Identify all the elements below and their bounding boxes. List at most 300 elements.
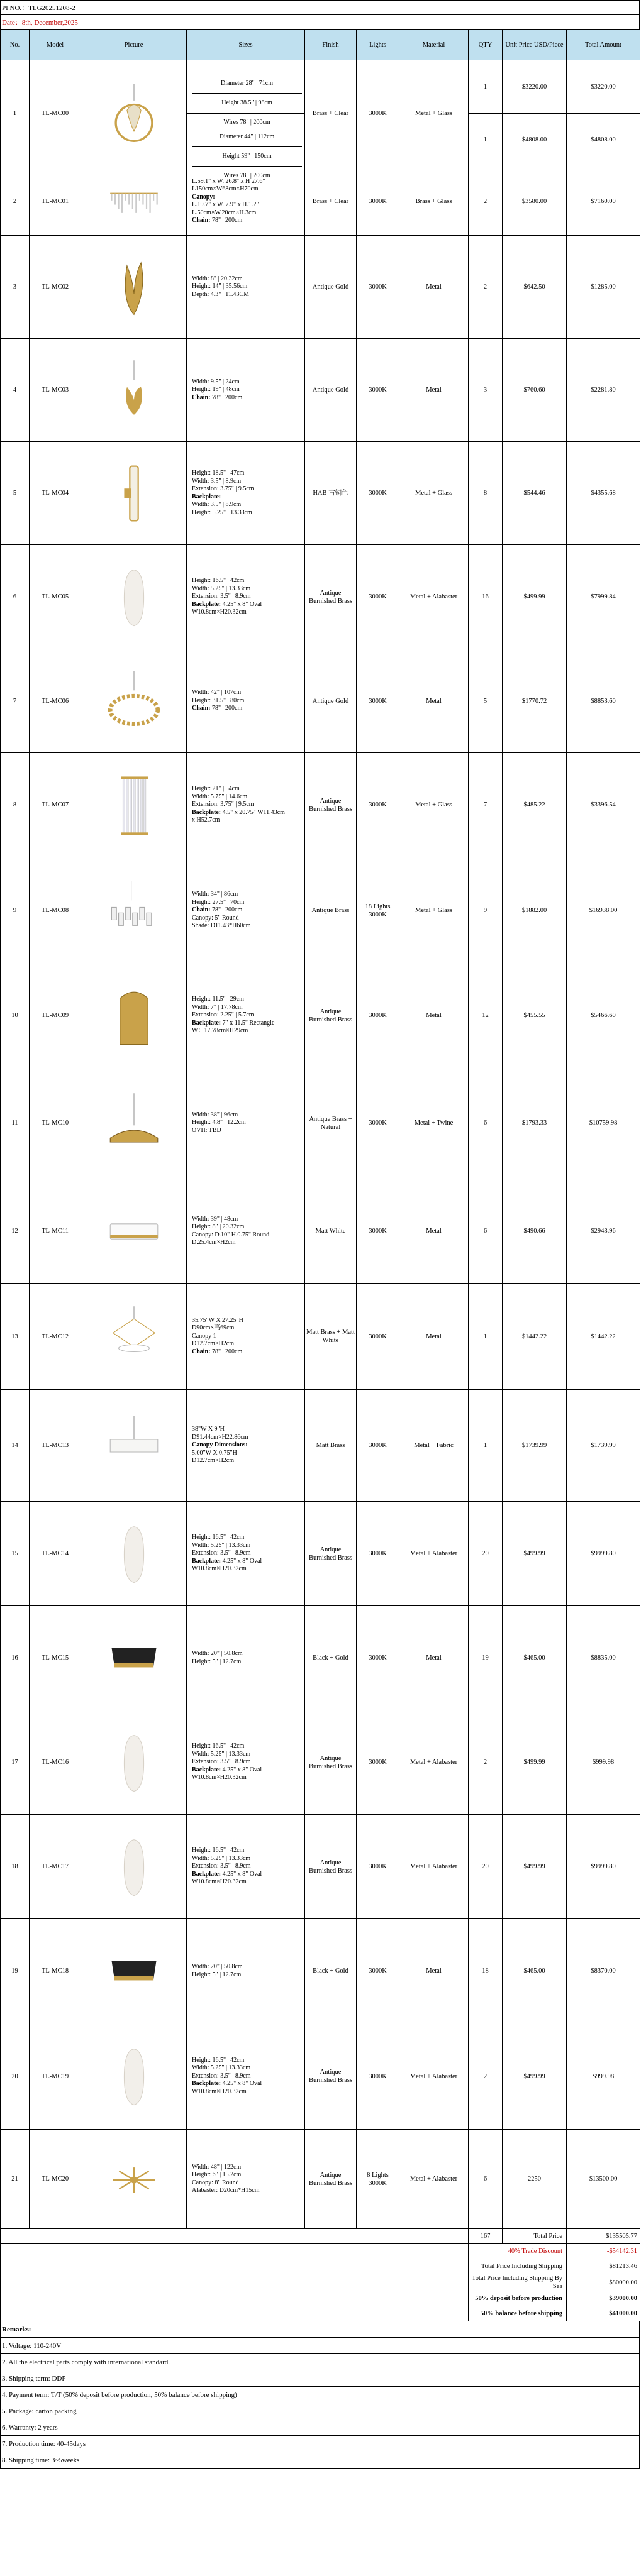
lights-cell: 3000K — [357, 442, 399, 545]
row-number: 12 — [1, 1179, 30, 1284]
remark-line: 7. Production time: 40-45days — [1, 2435, 639, 2452]
size-line: Chain: 78" | 200cm — [192, 906, 243, 914]
material-cell: Metal — [399, 964, 469, 1067]
size-line: Width: 34" | 86cm — [192, 891, 238, 898]
picture-cell — [81, 1815, 187, 1919]
row-number: 14 — [1, 1390, 30, 1502]
size-line: Height: 5" | 12.7cm — [192, 1971, 242, 1978]
qty-cell: 2 — [469, 1710, 503, 1815]
lights-cell: 3000K — [357, 964, 399, 1067]
size-line: Extension: 3.75" | 9.5cm — [192, 485, 254, 492]
remark-line: 4. Payment term: T/T (50% deposit before production, 50% balance before shipping) — [1, 2386, 639, 2403]
summary-blank — [1, 2259, 469, 2274]
size-line: Height: 11.5" | 29cm — [192, 996, 244, 1003]
summary-label: Total Price Including Shipping By Sea — [469, 2274, 567, 2291]
finish-cell: Antique Gold — [305, 649, 357, 753]
picture-cell — [81, 1919, 187, 2023]
unit-cell: $544.46 — [503, 442, 567, 545]
size-line: Width: 5.25" | 13.33cm — [192, 585, 251, 592]
leaf-pendant-icon — [106, 359, 162, 422]
model-code: TL-MC20 — [30, 2130, 81, 2229]
row-number: 9 — [1, 857, 30, 964]
picture-cell — [81, 964, 187, 1067]
row-number: 5 — [1, 442, 30, 545]
summary-row — [1, 2259, 640, 2274]
sizes-cell — [187, 1179, 305, 1284]
material-cell: Metal + Fabric — [399, 1390, 469, 1502]
sizes-cell — [187, 236, 305, 339]
row-number: 11 — [1, 1067, 30, 1179]
total-cell: $8835.00 — [567, 1606, 640, 1710]
size-line: Chain: 78" | 200cm — [192, 1348, 243, 1355]
leaf-cluster-chandelier-icon — [106, 669, 162, 732]
remark-line: Remarks: — [2, 2325, 31, 2333]
finish-cell: Antique Burnished Brass — [305, 2023, 357, 2130]
model-code: TL-MC10 — [30, 1067, 81, 1179]
summary-row — [1, 2306, 640, 2321]
row-number: 1 — [1, 60, 30, 167]
size-line: Backplate: 4.25" x 8" Oval — [192, 1766, 262, 1773]
size-line: Backplate: 4.25" x 8" Oval — [192, 1557, 262, 1565]
size-line: Chain: 78" | 200cm — [192, 705, 243, 712]
picture-cell — [81, 442, 187, 545]
summary-row — [1, 2291, 640, 2306]
column-header: Lights — [357, 30, 399, 60]
lights-cell: 3000K — [357, 1815, 399, 1919]
size-line: W10.8cm×H20.32cm — [192, 608, 247, 616]
row-number: 10 — [1, 964, 30, 1067]
material-cell: Metal — [399, 339, 469, 442]
size-line: Canopy: D.10" H.0.75" Round — [192, 1231, 270, 1238]
size-line: Width: 38" | 96cm — [192, 1111, 238, 1118]
row-number: 3 — [1, 236, 30, 339]
qty-value: 1 — [469, 113, 502, 166]
size-line: Width: 20" | 50.8cm — [192, 1650, 243, 1657]
model-code: TL-MC09 — [30, 964, 81, 1067]
size-line: W：17.78cm×H29cm — [192, 1027, 248, 1035]
material-cell: Brass + Glass — [399, 167, 469, 236]
summary-blank — [1, 2274, 469, 2291]
size-line: Height: 16.5" | 42cm — [192, 1742, 245, 1750]
table-row — [1, 2130, 640, 2229]
size-line: Width: 39" | 48cm — [192, 1215, 238, 1223]
qty-cell: 2 — [469, 2023, 503, 2130]
table-row — [1, 60, 640, 167]
size-line: Extension: 3.75" | 9.5cm — [192, 801, 254, 808]
material-cell: Metal — [399, 1606, 469, 1710]
lights-cell: 3000K — [357, 1502, 399, 1606]
model-code: TL-MC15 — [30, 1606, 81, 1710]
table-row — [1, 649, 640, 753]
material-cell: Metal + Alabaster — [399, 2130, 469, 2229]
qty-value: 1 — [483, 84, 488, 91]
remark-line: 6. Warranty: 2 years — [1, 2419, 639, 2435]
summary-value: $41000.00 — [567, 2306, 640, 2321]
row-number: 15 — [1, 1502, 30, 1606]
qty-cell: 12 — [469, 964, 503, 1067]
size-line: Height 38.5" | 98cm — [192, 93, 302, 113]
size-line: Width: 20" | 50.8cm — [192, 1963, 243, 1970]
sizes-cell — [187, 1284, 305, 1390]
model-code: TL-MC00 — [30, 60, 81, 167]
brass-shield-sconce-icon — [106, 984, 162, 1047]
crystal-branch-chandelier-icon — [106, 170, 162, 233]
total-cell: $7999.84 — [567, 545, 640, 649]
model-code: TL-MC18 — [30, 1919, 81, 2023]
picture-cell — [81, 753, 187, 857]
finish-cell: Antique Burnished Brass — [305, 1502, 357, 1606]
size-line: Width: 42" | 107cm — [192, 689, 242, 696]
picture-cell — [81, 2023, 187, 2130]
size-line: Wires 78" | 200cm — [192, 113, 302, 132]
table-row — [1, 1710, 640, 1815]
size-line: W10.8cm×H20.32cm — [192, 1565, 247, 1573]
total-cell: $2943.96 — [567, 1179, 640, 1284]
size-line: Width: 3.5" | 8.9cm — [192, 501, 242, 508]
size-line: Width: 7" | 17.78cm — [192, 1003, 243, 1011]
summary-row — [1, 2229, 640, 2244]
summary-label: Total Price — [503, 2229, 567, 2244]
lights-cell: 3000K — [357, 1067, 399, 1179]
alabaster-sconce-icon — [106, 1836, 162, 1898]
material-cell: Metal + Glass — [399, 442, 469, 545]
size-line: Height: 8" | 20.32cm — [192, 1223, 245, 1230]
summary-label: 50% deposit before production — [469, 2291, 567, 2306]
total-value: $4808.00 — [567, 113, 640, 166]
table-header-row — [1, 30, 640, 60]
row-number: 4 — [1, 339, 30, 442]
ring-chandelier-icon — [106, 82, 162, 145]
row-number: 21 — [1, 2130, 30, 2229]
sizes-cell — [187, 964, 305, 1067]
picture-cell — [81, 1179, 187, 1284]
material-cell: Metal — [399, 236, 469, 339]
total-cell: $3396.54 — [567, 753, 640, 857]
size-line: Chain: 78" | 200cm — [192, 394, 243, 401]
table-row — [1, 236, 640, 339]
material-cell: Metal + Alabaster — [399, 1815, 469, 1919]
table-row — [1, 1284, 640, 1390]
table-row — [1, 857, 640, 964]
size-line: Width: 9.5" | 24cm — [192, 378, 240, 385]
picture-cell — [81, 1606, 187, 1710]
total-cell: $1442.22 — [567, 1284, 640, 1390]
pi-number: PI NO.：TLG20251208-2 — [0, 0, 640, 14]
row-number: 2 — [1, 167, 30, 236]
material-cell: Metal + Glass — [399, 857, 469, 964]
unit-cell: $1793.33 — [503, 1067, 567, 1179]
column-header: Total Amount — [567, 30, 640, 60]
lights-cell: 3000K — [357, 2023, 399, 2130]
total-cell: $999.98 — [567, 2023, 640, 2130]
size-line: D90cm×高69cm — [192, 1324, 235, 1332]
total-cell: $999.98 — [567, 1710, 640, 1815]
finish-cell: Matt Brass + Matt White — [305, 1284, 357, 1390]
model-code: TL-MC19 — [30, 2023, 81, 2130]
summary-blank — [1, 2306, 469, 2321]
size-line: Height: 31.5" | 80cm — [192, 696, 245, 704]
size-line: Backplate: 4.25" x 8" Oval — [192, 2080, 262, 2088]
total-cell: $16938.00 — [567, 857, 640, 964]
size-line: Width: 5.25" | 13.33cm — [192, 2064, 251, 2072]
size-line: Backplate: 4.25" x 8" Oval — [192, 1870, 262, 1878]
size-line: Height: 4.8" | 12.2cm — [192, 1119, 246, 1126]
size-line: Backplate: 7" x 11.5" Rectangle — [192, 1019, 275, 1027]
row-number: 7 — [1, 649, 30, 753]
model-code: TL-MC12 — [30, 1284, 81, 1390]
sizes-cell — [187, 1815, 305, 1919]
white-drum-flushmount-icon — [106, 1200, 162, 1263]
picture-cell — [81, 236, 187, 339]
unit-cell: $1882.00 — [503, 857, 567, 964]
sizes-cell — [187, 442, 305, 545]
size-line: Width: 5.25" | 13.33cm — [192, 1541, 251, 1549]
qty-cell: 5 — [469, 649, 503, 753]
qty-cell: 18 — [469, 1919, 503, 2023]
lights-cell: 3000K — [357, 60, 399, 167]
alabaster-sconce-icon — [106, 2045, 162, 2108]
size-line: D.25.4cm×H2cm — [192, 1239, 236, 1246]
picture-cell — [81, 1710, 187, 1815]
invoice-date: Date：8th, December,2025 — [0, 14, 640, 29]
finish-cell: Antique Burnished Brass — [305, 1710, 357, 1815]
total-cell: $13500.00 — [567, 2130, 640, 2229]
model-code: TL-MC04 — [30, 442, 81, 545]
picture-cell — [81, 857, 187, 964]
total-cell: $5466.60 — [567, 964, 640, 1067]
total-cell: $1739.99 — [567, 1390, 640, 1502]
lights-cell: 3000K — [357, 236, 399, 339]
lights-cell: 3000K — [357, 753, 399, 857]
black-gold-flushmount-icon — [106, 1940, 162, 2003]
size-line: Canopy 1 — [192, 1332, 216, 1340]
finish-cell: Antique Brass + Natural — [305, 1067, 357, 1179]
material-cell: Metal — [399, 649, 469, 753]
model-code: TL-MC05 — [30, 545, 81, 649]
unit-cell: $485.22 — [503, 753, 567, 857]
total-cell — [567, 60, 640, 167]
column-header: Sizes — [187, 30, 305, 60]
finish-cell: Antique Burnished Brass — [305, 545, 357, 649]
size-line: Width: 5.25" | 13.33cm — [192, 1854, 251, 1862]
unit-cell: $499.99 — [503, 1815, 567, 1919]
total-cell: $10759.98 — [567, 1067, 640, 1179]
size-line: Height: 5" | 12.7cm — [192, 1658, 242, 1665]
total-cell: $4355.68 — [567, 442, 640, 545]
size-line: D91.44cm×H22.86cm — [192, 1433, 248, 1441]
size-line: L.19.7" x W. 7.9" x H.1.2" — [192, 201, 259, 208]
unit-cell: $499.99 — [503, 545, 567, 649]
size-line: x H52.7cm — [192, 817, 220, 824]
total-cell: $8370.00 — [567, 1919, 640, 2023]
summary-label: 40% Trade Discount — [469, 2244, 567, 2259]
size-line: Height: 18.5" | 47cm — [192, 470, 245, 476]
qty-cell: 19 — [469, 1606, 503, 1710]
finish-cell: Black + Gold — [305, 1919, 357, 2023]
summary-value: $39000.00 — [567, 2291, 640, 2306]
table-row — [1, 1919, 640, 2023]
finish-cell: Matt White — [305, 1179, 357, 1284]
unit-cell: $642.50 — [503, 236, 567, 339]
model-code: TL-MC07 — [30, 753, 81, 857]
row-number: 20 — [1, 2023, 30, 2130]
unit-cell: $499.99 — [503, 1502, 567, 1606]
total-cell: $1285.00 — [567, 236, 640, 339]
summary-blank — [1, 2291, 469, 2306]
sizes-cell — [187, 1502, 305, 1606]
size-line: Height: 5.25" | 13.33cm — [192, 509, 252, 516]
total-cell: $7160.00 — [567, 167, 640, 236]
material-cell: Metal — [399, 1179, 469, 1284]
size-line: Canopy: 8" Round — [192, 2179, 239, 2186]
picture-cell — [81, 649, 187, 753]
model-code: TL-MC11 — [30, 1179, 81, 1284]
size-line: Shade: D11.43*H60cm — [192, 922, 251, 930]
picture-cell — [81, 1067, 187, 1179]
sizes-cell — [187, 1390, 305, 1502]
row-number: 6 — [1, 545, 30, 649]
lights-cell: 3000K — [357, 339, 399, 442]
model-code: TL-MC03 — [30, 339, 81, 442]
glass-rod-sconce-icon — [106, 774, 162, 837]
remark-line: 3. Shipping term: DDP — [1, 2370, 639, 2386]
material-cell: Metal + Glass — [399, 753, 469, 857]
row-number: 17 — [1, 1710, 30, 1815]
qty-cell: 2 — [469, 167, 503, 236]
unit-value: $4808.00 — [503, 113, 566, 166]
size-line: Extension: 3.5" | 8.9cm — [192, 593, 251, 600]
model-code: TL-MC06 — [30, 649, 81, 753]
material-cell: Metal + Glass — [399, 60, 469, 167]
total-cell: $9999.80 — [567, 1502, 640, 1606]
size-line: Alabaster: D20cm*H15cm — [192, 2187, 260, 2194]
picture-cell — [81, 1284, 187, 1390]
qty-cell: 3 — [469, 339, 503, 442]
size-line: Width: 8" | 20.32cm — [192, 275, 243, 282]
sizes-cell — [187, 1067, 305, 1179]
summary-blank — [1, 2244, 469, 2259]
finish-cell: Antique Burnished Brass — [305, 1815, 357, 1919]
size-line: Height: 16.5" | 42cm — [192, 1847, 245, 1854]
material-cell: Metal + Alabaster — [399, 1710, 469, 1815]
material-cell: Metal — [399, 1919, 469, 2023]
remark-line: 5. Package: carton packing — [1, 2403, 639, 2419]
summary-row — [1, 2274, 640, 2291]
size-line: L150cm×W68cm×H70cm — [192, 185, 259, 192]
picture-cell — [81, 167, 187, 236]
column-header: Finish — [305, 30, 357, 60]
unit-cell — [503, 60, 567, 167]
qty-cell: 8 — [469, 442, 503, 545]
unit-cell: $490.66 — [503, 1179, 567, 1284]
size-line: L.59.1" x W. 26.8" x H 27.6" — [192, 177, 265, 185]
size-line: Backplate: — [192, 493, 221, 500]
size-line: Wires 78" | 200cm — [192, 166, 302, 185]
picture-cell — [81, 60, 187, 167]
size-line: Height: 6" | 15.2cm — [192, 2171, 242, 2178]
summary-value: -$54142.31 — [567, 2244, 640, 2259]
table-row — [1, 2023, 640, 2130]
size-line: W10.8cm×H20.32cm — [192, 2088, 247, 2095]
bar-wall-sconce-icon — [106, 462, 162, 525]
finish-cell: Antique Burnished Brass — [305, 964, 357, 1067]
size-line: 35.75"W X 27.25"H — [192, 1316, 243, 1324]
material-cell: Metal + Alabaster — [399, 545, 469, 649]
model-code: TL-MC14 — [30, 1502, 81, 1606]
sizes-cell — [187, 60, 305, 179]
sizes-cell — [187, 1606, 305, 1710]
row-number: 8 — [1, 753, 30, 857]
table-row — [1, 1390, 640, 1502]
qty-cell — [469, 60, 503, 167]
size-line: Depth: 4.3" | 11.43CM — [192, 290, 249, 298]
lights-cell: 3000K — [357, 1390, 399, 1502]
finish-cell: Antique Gold — [305, 339, 357, 442]
sizes-cell — [187, 1710, 305, 1815]
picture-cell — [81, 339, 187, 442]
column-header: Model — [30, 30, 81, 60]
size-line: Height: 16.5" | 42cm — [192, 2056, 245, 2064]
model-code: TL-MC01 — [30, 167, 81, 236]
size-line: Canopy: 5" Round — [192, 914, 239, 922]
sizes-cell — [187, 2130, 305, 2229]
unit-cell: $3580.00 — [503, 167, 567, 236]
table-row — [1, 1606, 640, 1710]
lights-cell: 8 Lights 3000K — [357, 2130, 399, 2229]
finish-cell: Antique Brass — [305, 857, 357, 964]
remark-line: 1. Voltage: 110-240V — [1, 2337, 639, 2353]
size-line: Extension: 2.25" | 5.7cm — [192, 1011, 254, 1019]
size-line: Backplate: 4.5" x 20.75" W11.43cm — [192, 808, 285, 816]
material-cell: Metal + Alabaster — [399, 1502, 469, 1606]
column-header: QTY — [469, 30, 503, 60]
size-line: Width: 48" | 122cm — [192, 2163, 242, 2171]
table-row — [1, 442, 640, 545]
sizes-cell — [187, 857, 305, 964]
unit-value: $3220.00 — [521, 84, 547, 91]
summary-label: Total Price Including Shipping — [469, 2259, 567, 2274]
material-cell: Metal + Alabaster — [399, 2023, 469, 2130]
table-row — [1, 964, 640, 1067]
column-header: Picture — [81, 30, 187, 60]
unit-cell: $1739.99 — [503, 1390, 567, 1502]
remarks-section — [0, 2321, 640, 2469]
unit-cell: $465.00 — [503, 1919, 567, 2023]
finish-cell: Black + Gold — [305, 1606, 357, 1710]
size-line: W10.8cm×H20.32cm — [192, 1878, 247, 1886]
size-line: Height: 27.5" | 70cm — [192, 898, 245, 906]
size-line: Height: 16.5" | 42cm — [192, 577, 245, 585]
qty-cell: 1 — [469, 1284, 503, 1390]
material-cell: Metal + Twine — [399, 1067, 469, 1179]
lights-cell: 3000K — [357, 1284, 399, 1390]
black-gold-flushmount-icon — [106, 1627, 162, 1690]
unit-cell: $499.99 — [503, 1710, 567, 1815]
qty-cell: 2 — [469, 236, 503, 339]
fabric-drum-pendant-icon — [106, 1414, 162, 1477]
lights-cell: 3000K — [357, 1919, 399, 2023]
unit-cell: $1442.22 — [503, 1284, 567, 1390]
size-line: Height: 16.5" | 42cm — [192, 1534, 245, 1541]
size-line: Diameter 44" | 112cm — [219, 133, 275, 140]
total-cell: $9999.80 — [567, 1815, 640, 1919]
total-cell: $8853.60 — [567, 649, 640, 753]
petal-wall-sconce-icon — [106, 256, 162, 319]
table-row — [1, 545, 640, 649]
model-code: TL-MC16 — [30, 1710, 81, 1815]
row-number: 19 — [1, 1919, 30, 2023]
size-line: Extension: 3.5" | 8.9cm — [192, 2072, 251, 2079]
